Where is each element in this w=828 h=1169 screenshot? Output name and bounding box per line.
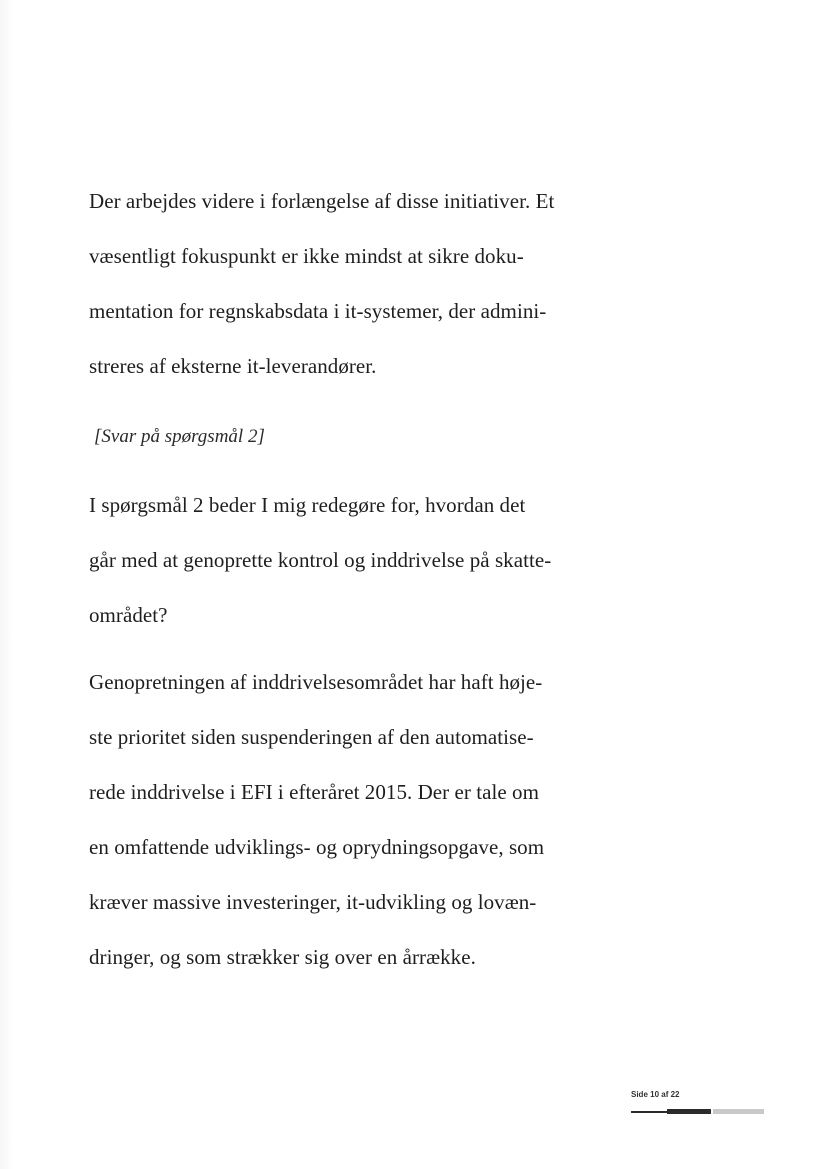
section-heading: [Svar på spørgsmål 2] [94,426,265,447]
scan-edge-shading [0,0,14,1169]
paragraph-2-line-2: går med at genoprette kontrol og inddrivelse på skatte- [89,548,552,572]
paragraph-3-line-5: kræver massive investeringer, it-udvikling og lovæn- [89,890,537,914]
page-progress-marker [667,1109,711,1114]
paragraph-3-line-6: dringer, og som strækker sig over en årrække. [89,945,476,969]
paragraph-1-line-3: mentation for regnskabsdata i it-systemer, der admini- [89,299,547,323]
page-progress-remaining [713,1109,764,1114]
page-number-label: Side 10 af 22 [631,1090,680,1099]
paragraph-2-line-1: I spørgsmål 2 beder I mig redegøre for, hvordan det [89,493,526,517]
page-progress-done [631,1111,667,1113]
paragraph-3-line-4: en omfattende udviklings- og oprydningsopgave, som [89,835,545,859]
paragraph-2-line-3: området? [89,603,168,627]
paragraph-1-line-2: væsentligt fokuspunkt er ikke mindst at sikre doku- [89,244,524,268]
paragraph-3-line-1: Genopretningen af inddrivelsesområdet har haft høje- [89,670,543,694]
paragraph-3-line-3: rede inddrivelse i EFI i efteråret 2015. Der er tale om [89,780,539,804]
page-progress-bar [631,1109,764,1115]
paragraph-3-line-2: ste prioritet siden suspenderingen af den automatise- [89,725,534,749]
paragraph-1-line-1: Der arbejdes videre i forlængelse af disse initiativer. Et [89,189,555,213]
paragraph-1-line-4: streres af eksterne it-leverandører. [89,354,377,378]
